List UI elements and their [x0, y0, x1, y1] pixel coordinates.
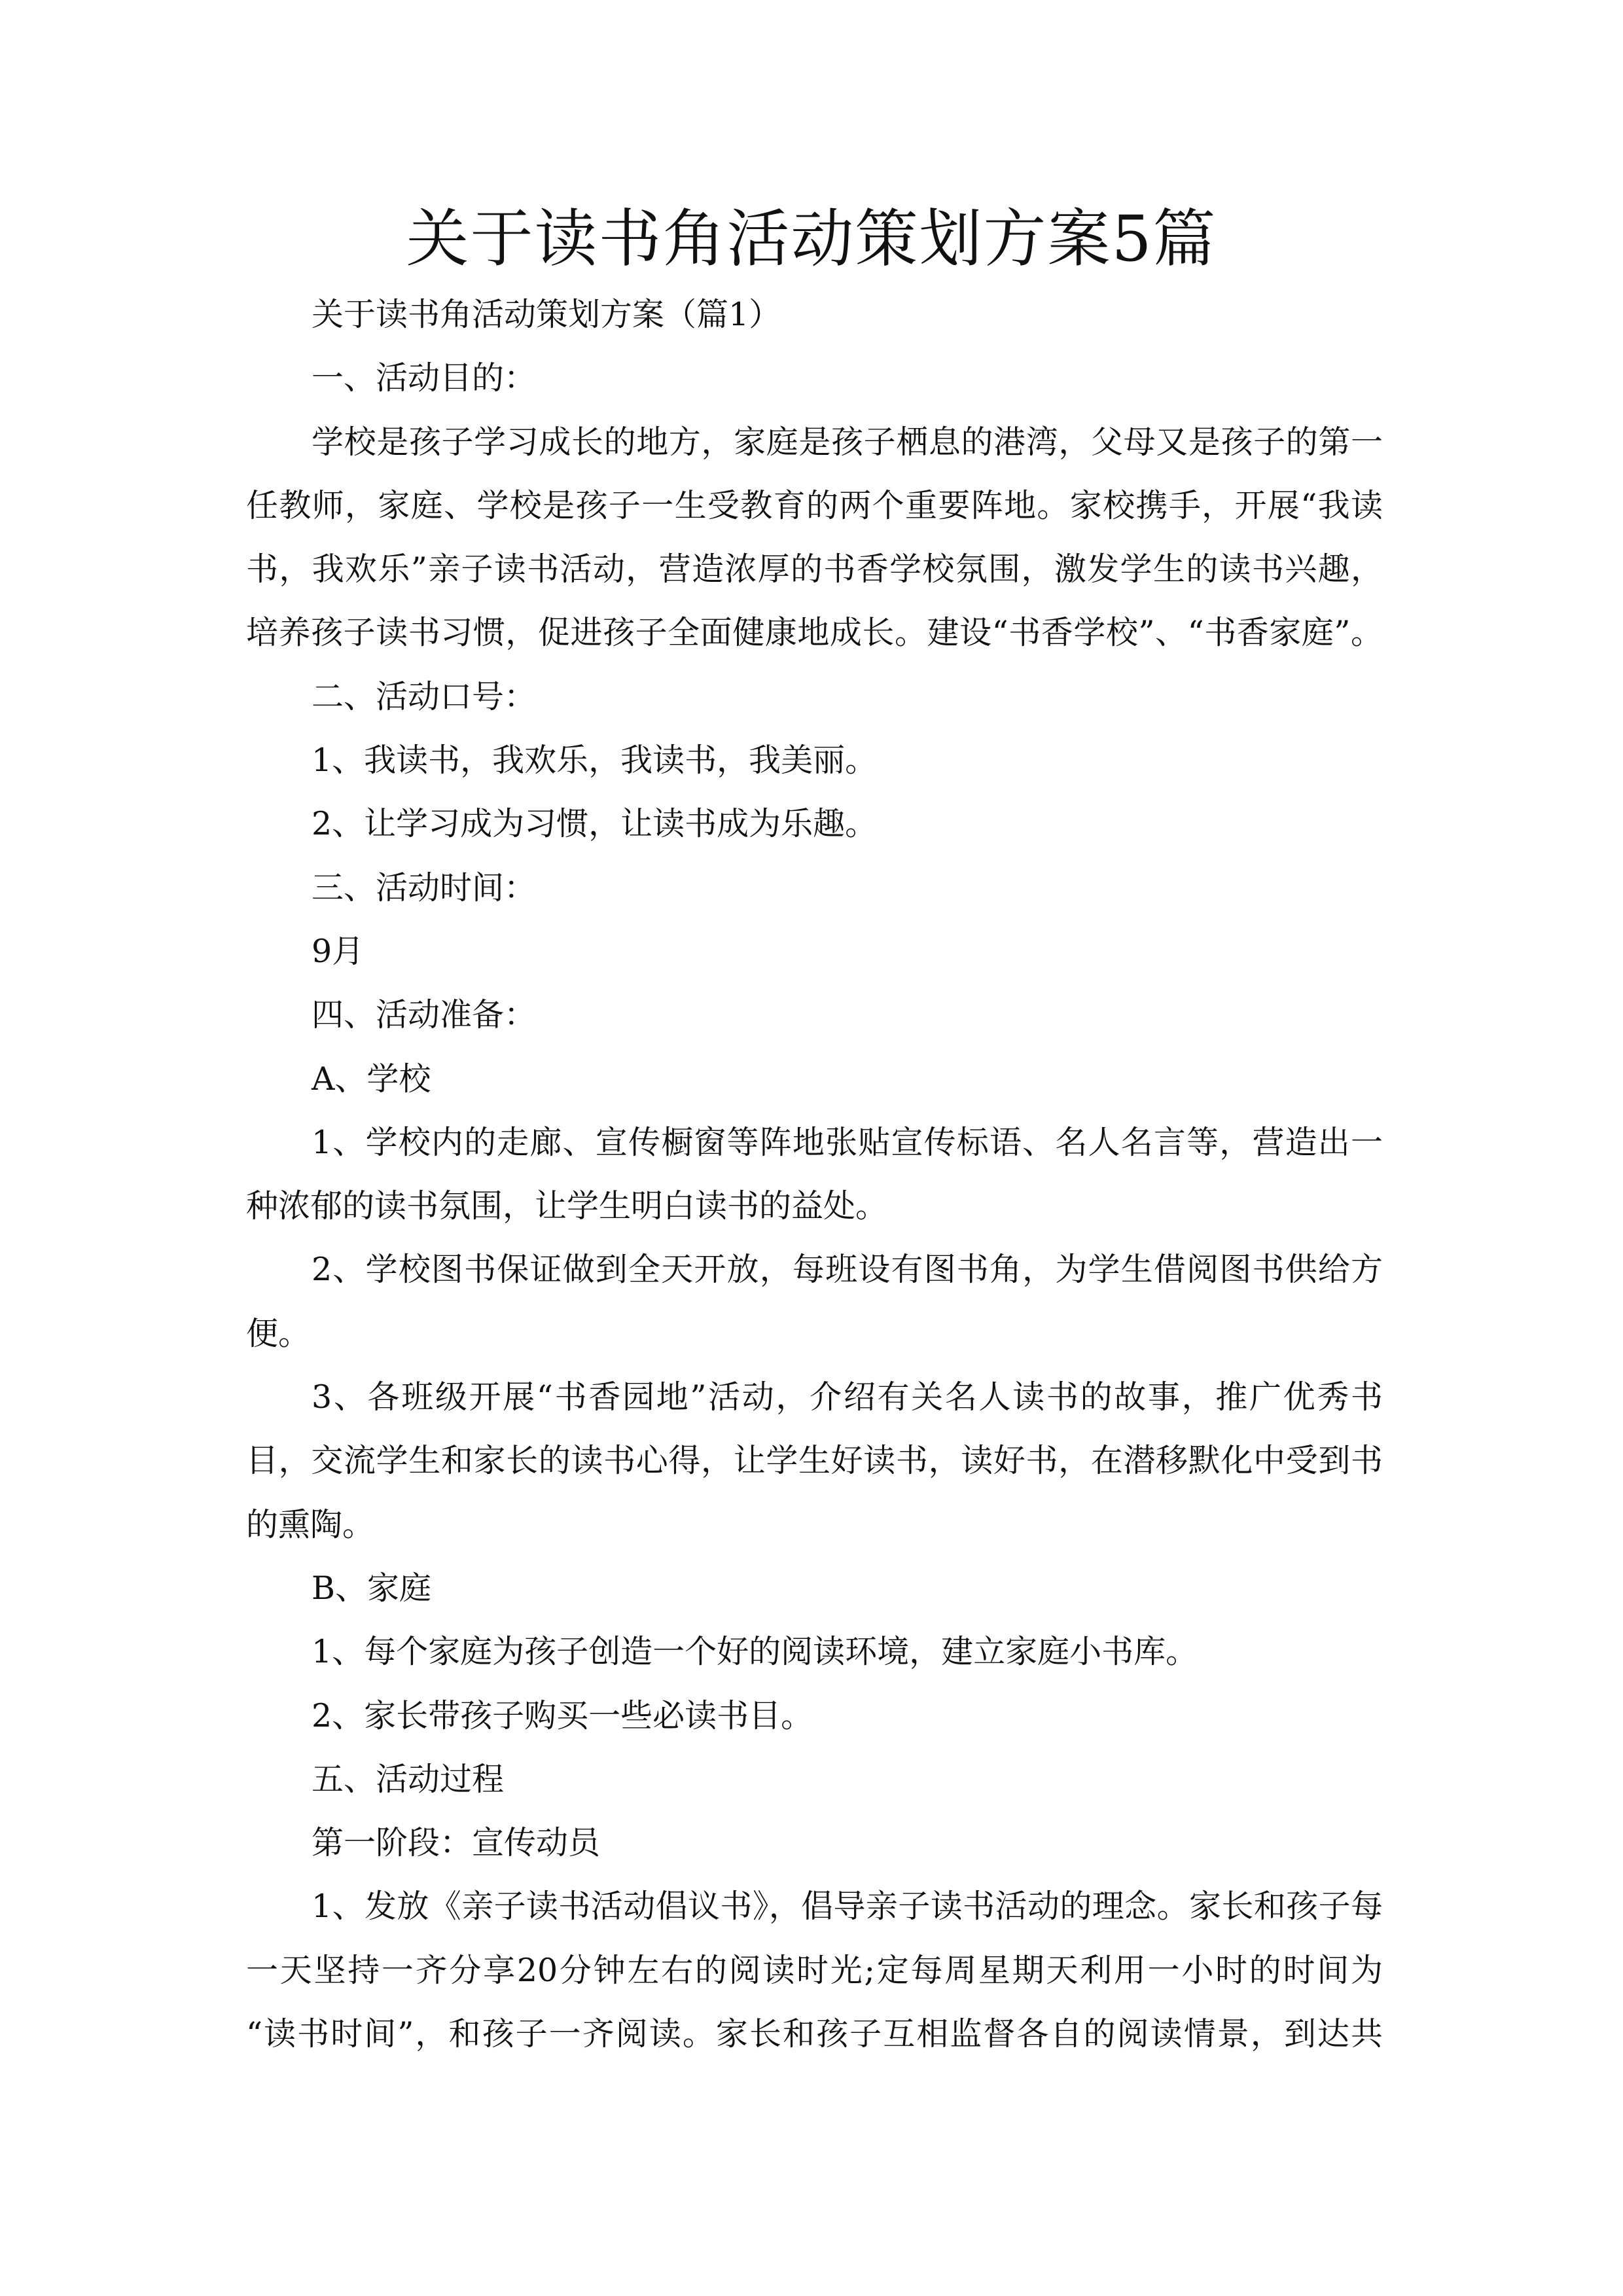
text-line: 关于读书角活动策划方案（篇1） — [312, 296, 781, 333]
text-line: 目，交流学生和家长的读书心得，让学生好读书，读好书，在潜移默化中受到书 — [246, 1442, 1383, 1480]
document-title: 关于读书角活动策划方案5篇 — [406, 202, 1217, 276]
text-line: 学校是孩子学习成长的地方，家庭是孩子栖息的港湾，父母又是孩子的第一 — [312, 423, 1383, 461]
document-body — [246, 283, 1383, 2066]
text-line: 1、我读书，我欢乐，我读书，我美丽。 — [312, 742, 878, 780]
text-line: 的熏陶。 — [246, 1505, 375, 1543]
text-line: A、学校 — [312, 1060, 431, 1098]
text-line: 种浓郁的读书氛围，让学生明白读书的益处。 — [246, 1187, 888, 1225]
text-line: 培养孩子读书习惯，促进孩子全面健康地成长。建设“书香学校”、“书香家庭”。 — [246, 614, 1383, 652]
text-line: 书，我欢乐”亲子读书活动，营造浓厚的书香学校氛围，激发学生的读书兴趣， — [246, 550, 1383, 588]
text-line: 五、活动过程 — [312, 1760, 505, 1798]
text-line: 2、家长带孩子购买一些必读书目。 — [312, 1696, 813, 1734]
text-line: 1、发放《亲子读书活动倡议书》，倡导亲子读书活动的理念。家长和孩子每 — [312, 1888, 1383, 1926]
text-line: B、家庭 — [312, 1569, 432, 1607]
text-line: 四、活动准备： — [312, 996, 537, 1034]
text-line: 任教师，家庭、学校是孩子一生受教育的两个重要阵地。家校携手，开展“我读 — [246, 486, 1383, 524]
text-line: 9月 — [312, 932, 365, 970]
text-line: 2、学校图书保证做到全天开放，每班设有图书角，为学生借阅图书供给方 — [312, 1251, 1383, 1289]
text-line: 三、活动时间： — [312, 869, 537, 906]
text-line: 一、活动目的： — [312, 359, 537, 397]
text-line: 1、每个家庭为孩子创造一个好的阅读环境，建立家庭小书库。 — [312, 1633, 1198, 1671]
text-line: 第一阶段：宣传动员 — [312, 1824, 601, 1862]
text-line: 2、让学习成为习惯，让读书成为乐趣。 — [312, 805, 878, 843]
text-line: 1、学校内的走廊、宣传橱窗等阵地张贴宣传标语、名人名言等，营造出一 — [312, 1123, 1383, 1161]
text-line: 便。 — [246, 1314, 311, 1352]
text-line: 二、活动口号： — [312, 677, 537, 715]
text-line: “读书时间”，和孩子一齐阅读。家长和孩子互相监督各自的阅读情景，到达共 — [246, 2015, 1383, 2053]
text-line: 一天坚持一齐分享20分钟左右的阅读时光;定每周星期天利用一小时的时间为 — [246, 1951, 1383, 1989]
text-line: 3、各班级开展“书香园地”活动，介绍有关名人读书的故事，推广优秀书 — [312, 1378, 1383, 1416]
